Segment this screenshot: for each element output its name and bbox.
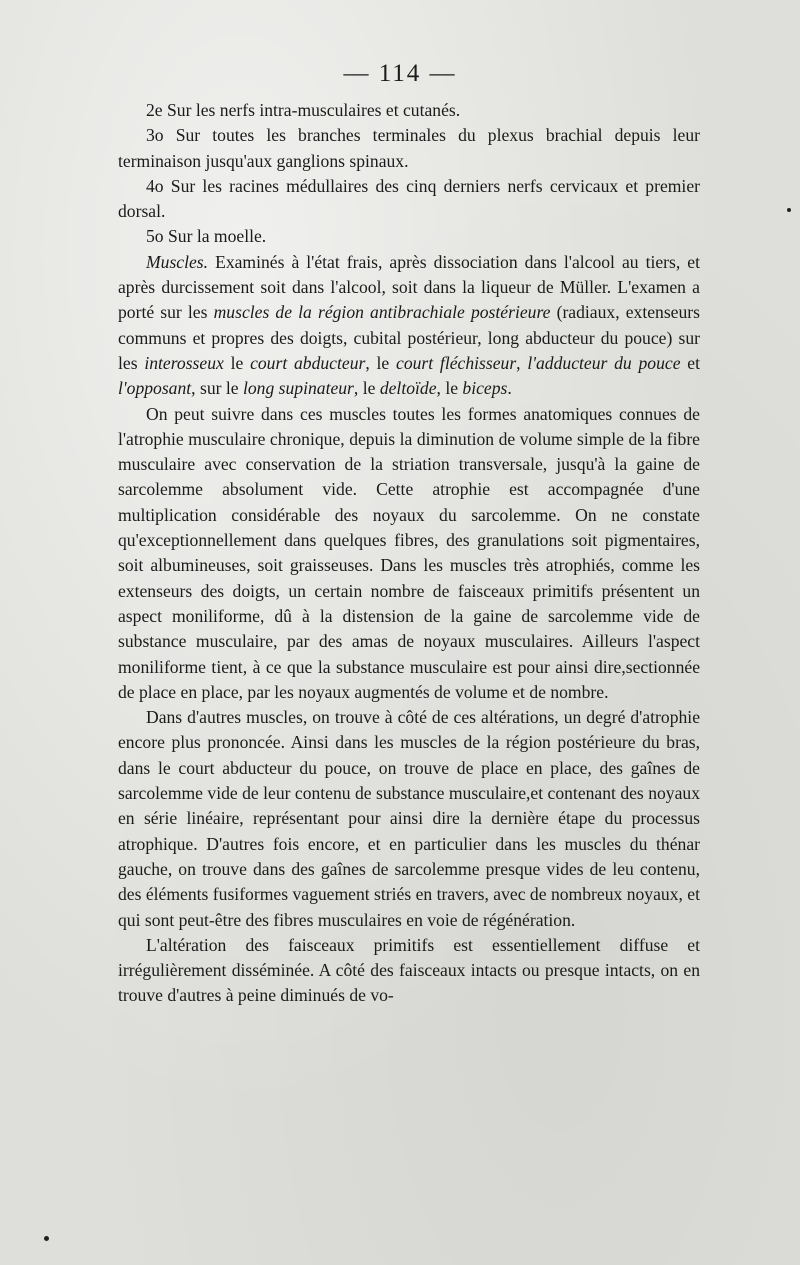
muscles-text-9: , le bbox=[436, 378, 463, 399]
muscles-text-5: , bbox=[516, 352, 528, 373]
muscles-italic-9: biceps bbox=[462, 378, 508, 399]
muscles-italic-4: court fléchisseur bbox=[396, 352, 517, 373]
ink-speck bbox=[787, 208, 791, 212]
muscles-text-2: (radiaux, extenseurs communs et propres des doigts, cubital postérieur, long abducteur du pouce) sur les bbox=[118, 302, 700, 373]
muscles-italic-3: court abducteur bbox=[250, 352, 366, 373]
paragraph-atrophy-forms: On peut suivre dans ces muscles toutes les formes anatomiques connues de l'atrophie musculaire chronique, depuis la diminution de volume simple de la fibre musculaire avec conservation de la striation transversale, jusqu'à la gaine de sarcolemme absolument vide. Cette atrophie est accompagnée d'une multiplication considérable des noyaux du sarcolemme. On ne constate qu'exceptionnellement dans quelques fibres, des granulations soit pigmentaires, soit albumineuses, soit graisseuses. Dans les muscles très atrophiés, comme les extenseurs des doigts, un certain nombre de faisceaux primitifs présentent un aspect moniliforme, dû à la distension de la gaine de sarcolemme vide de substance musculaire, par des amas de noyaux musculaires. Ailleurs l'aspect moniliforme tient, à ce que la substance musculaire est pour ainsi dire,sectionnée de place en place, par les noyaux augmentés de volume et de nombre. bbox=[118, 403, 700, 702]
muscles-paragraph bbox=[118, 250, 700, 402]
muscles-text-3: le bbox=[223, 352, 251, 373]
paragraph-alteration: L'altération des faisceaux primitifs est essentiellement diffuse et irrégulièrement disséminée. A côté des faisceaux intacts ou presque intacts, on en trouve d'autres à peine diminués de vo- bbox=[118, 934, 700, 1006]
muscles-italic-6: l'opposant bbox=[118, 378, 192, 399]
page-number: — 114 — bbox=[343, 60, 457, 87]
muscles-text-4: , le bbox=[365, 352, 397, 373]
muscles-italic-8: deltoïde bbox=[379, 378, 437, 399]
list-item-4: 4o Sur les racines médullaires des cinq derniers nerfs cervicaux et premier dorsal. bbox=[118, 175, 700, 222]
muscles-text-8: , le bbox=[353, 378, 380, 399]
list-item-5: 5o Sur la moelle. bbox=[146, 226, 267, 247]
muscles-text-1: Examinés à l'état frais, après dissociation dans l'alcool au tiers, et après durcissement soit dans l'alcool, soit dans la liqueur de Müller. L'examen a porté sur les bbox=[118, 251, 700, 323]
muscles-italic-5: l'adducteur du pouce bbox=[527, 352, 681, 373]
list-item-3: 3o Sur toutes les branches terminales du plexus brachial depuis leur terminaison jusqu'aux ganglions spinaux. bbox=[118, 125, 700, 171]
text-body bbox=[118, 98, 700, 1009]
muscles-italic-1: muscles de la région antibrachiale postérieure bbox=[213, 302, 551, 323]
muscles-italic-2: interosseux bbox=[144, 352, 224, 373]
muscles-text-7: , sur le bbox=[191, 378, 243, 399]
list-item-2: 2e Sur les nerfs intra-musculaires et cutanés. bbox=[146, 100, 461, 120]
muscles-italic-7: long supinateur bbox=[242, 378, 354, 399]
muscles-heading: Muscles. bbox=[146, 251, 209, 272]
paragraph-other-muscles: Dans d'autres muscles, on trouve à côté de ces altérations, un degré d'atrophie encore plus prononcée. Ainsi dans les muscles de la région postérieure du bras, dans le court abducteur du pouce, on trouve de place en place, des gaînes de sarcolemme vide de leur contenu de substance musculaire,et contenant des noyaux en série linéaire, représentant pour ainsi dire la dernière étape du processus atrophique. D'autres fois encore, et en particulier dans les muscles du thénar gauche, on trouve dans des gaînes de sarcolemme presque vides de leu contenu, des éléments fusiformes vaguement striés en travers, avec de nombreux noyaux, et qui sont peut-être des fibres musculaires en voie de régénération. bbox=[118, 707, 700, 930]
muscles-text-6: et bbox=[680, 352, 700, 373]
ink-speck bbox=[44, 1236, 49, 1241]
muscles-text-10: . bbox=[507, 378, 512, 399]
